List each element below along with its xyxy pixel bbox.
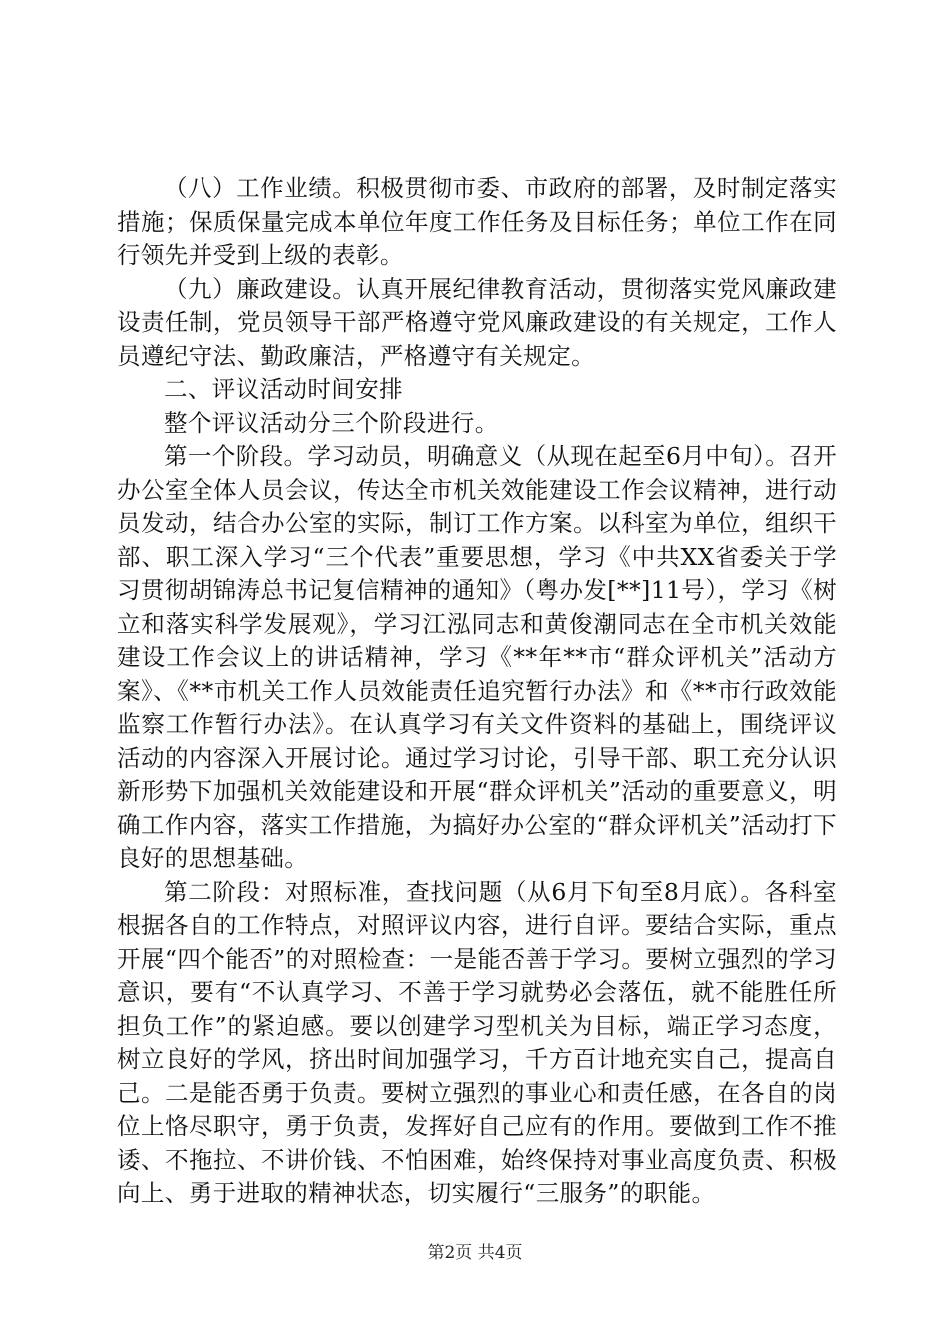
paragraph-clean-government: （九）廉政建设。认真开展纪律教育活动，贯彻落实党风廉政建设责任制，党员领导干部严格遵守党风廉政建设的有关规定，工作人员遵纪守法、勤政廉洁，严格遵守有关规定。 bbox=[117, 274, 837, 370]
section-heading-schedule: 二、评议活动时间安排 bbox=[164, 375, 403, 403]
paragraph-three-stages: 整个评议活动分三个阶段进行。 bbox=[164, 408, 499, 437]
paragraph-work-performance: （八）工作业绩。积极贯彻市委、市政府的部署，及时制定落实措施；保质保量完成本单位年度工作任务及目标任务；单位工作在同行领先并受到上级的表彰。 bbox=[117, 174, 837, 269]
paragraph-stage-two: 第二阶段：对照标准，查找问题（从6月下旬至8月底）。各科室根据各自的工作特点，对照评议内容，进行自评。要结合实际，重点开展“四个能否”的对照检查：一是能否善于学习。要树立强烈的学习意识，要有“不认真学习、不善于学习就势必会落伍，就不能胜任所担负工作”的紧迫感。要以创建学习型机关为目标，端正学习态度，树立良好的学风，挤出时间加强学习，千方百计地充实自己，提高自己。二是能否勇于负责。要树立强烈的事业心和责任感，在各自的岗位上恪尽职守，勇于负责，发挥好自己应有的作用。要做到工作不推诿、不拖拉、不讲价钱、不怕困难，始终保持对事业高度负责、积极向上、勇于进取的精神状态，切实履行“三服务”的职能。 bbox=[117, 877, 837, 1207]
page-footer: 第2页 共4页 bbox=[427, 1243, 523, 1263]
paragraph-stage-one: 第一个阶段。学习动员，明确意义（从现在起至6月中旬）。召开办公室全体人员会议，传达全市机关效能建设工作会议精神，进行动员发动，结合办公室的实际，制订工作方案。以科室为单位，组织干部、职工深入学习“三个代表”重要思想，学习《中共XX省委关于学习贯彻胡锦涛总书记复信精神的通知》（粤办发[**]11号），学习《树立和落实科学发展观》，学习江泓同志和黄俊潮同志在全市机关效能建设工作会议上的讲话精神，学习《**年**市“群众评机关”活动方案》、《**市机关工作人员效能责任追究暂行办法》和《**市行政效能监察工作暂行办法》。在认真学习有关文件资料的基础上，围绕评议活动的内容深入开展讨论。通过学习讨论，引导干部、职工充分认识新形势下加强机关效能建设和开展“群众评机关”活动的重要意义，明确工作内容，落实工作措施，为搞好办公室的“群众评机关”活动打下良好的思想基础。 bbox=[117, 442, 837, 872]
document-body bbox=[117, 172, 837, 1211]
